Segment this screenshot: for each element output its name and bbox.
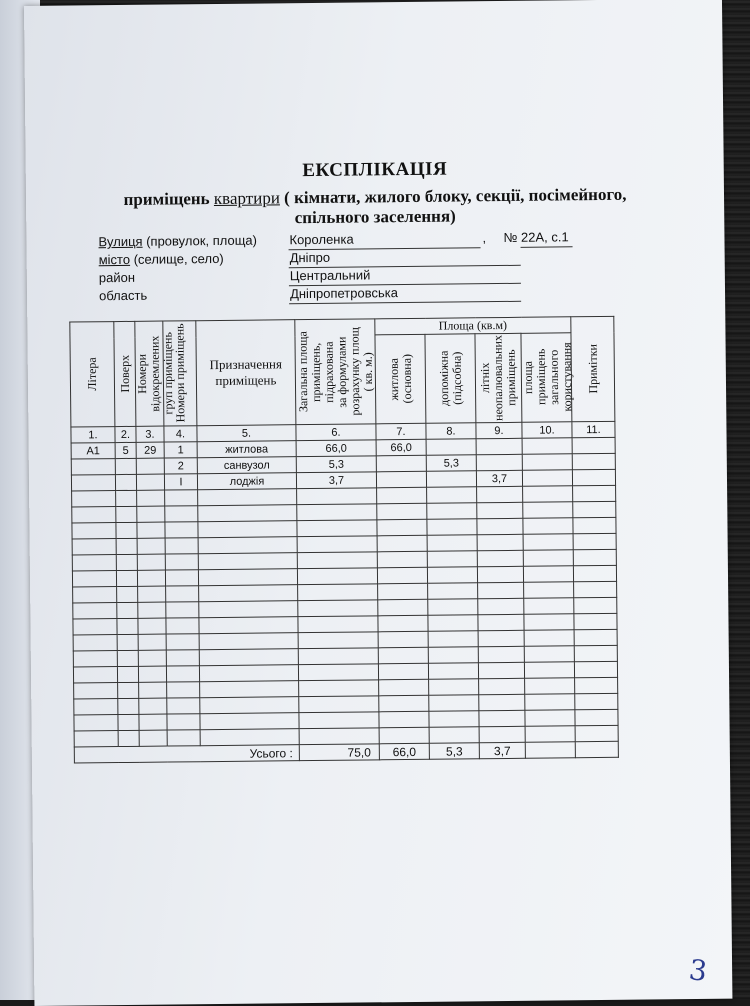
total-area-value: 75,0: [299, 744, 379, 761]
handwritten-page-number: 3: [687, 952, 710, 989]
empty-cell: [74, 731, 118, 747]
empty-cell: [167, 730, 200, 746]
empty-cell: [523, 518, 573, 535]
empty-cell: [72, 539, 116, 555]
empty-cell: [72, 491, 116, 507]
table-cell: [115, 474, 136, 490]
table-cell: 2: [164, 458, 197, 474]
city-value: Дніпро: [289, 249, 331, 266]
table-cell: 3,7: [476, 470, 522, 486]
empty-cell: [377, 567, 427, 584]
empty-cell: [574, 661, 617, 677]
column-number-cell: 6.: [296, 424, 376, 441]
column-number-cell: 2.: [115, 426, 136, 442]
empty-cell: [199, 585, 298, 602]
empty-cell: [429, 711, 479, 728]
empty-cell: [574, 613, 617, 629]
empty-cell: [573, 565, 616, 581]
empty-cell: [73, 651, 117, 667]
column-number-cell: 4.: [164, 426, 197, 442]
empty-cell: [378, 631, 428, 648]
empty-cell: [379, 727, 429, 744]
total-auxiliary-value: 5,3: [429, 743, 479, 760]
table-cell: [476, 438, 522, 454]
empty-cell: [524, 662, 574, 679]
column-number-cell: 5.: [197, 425, 296, 442]
empty-cell: [379, 711, 429, 728]
header-room-numbers: Номери приміщень: [163, 321, 197, 426]
empty-cell: [166, 666, 199, 682]
empty-cell: [525, 678, 575, 695]
empty-cell: [428, 615, 478, 632]
empty-cell: [73, 667, 117, 683]
document-title: ЕКСПЛІКАЦІЯ: [302, 158, 448, 182]
empty-cell: [118, 714, 139, 730]
empty-cell: [137, 554, 165, 570]
empty-cell: [200, 681, 299, 698]
total-common-value: [525, 742, 575, 759]
empty-cell: [73, 635, 117, 651]
empty-cell: [378, 583, 428, 600]
empty-cell: [137, 490, 165, 506]
empty-cell: [72, 571, 116, 587]
table-cell: [376, 455, 426, 472]
table-cell: [136, 474, 164, 490]
street-label: Вулиця (провулок, площа): [98, 232, 258, 250]
column-number-cell: 3.: [136, 426, 164, 442]
city-label: місто (селище, село): [98, 250, 224, 268]
empty-cell: [198, 569, 297, 586]
subtitle-underlined-word: квартири: [213, 188, 280, 209]
header-living: житлова (основна): [375, 334, 426, 424]
empty-cell: [116, 506, 137, 522]
empty-cell: [575, 693, 618, 709]
table-cell: [572, 453, 615, 469]
empty-cell: [118, 698, 139, 714]
empty-cell: [74, 699, 118, 715]
empty-cell: [73, 587, 117, 603]
empty-cell: [116, 570, 137, 586]
empty-cell: [138, 650, 166, 666]
empty-cell: [138, 618, 166, 634]
empty-cell: [575, 709, 618, 725]
empty-cell: [479, 694, 525, 710]
empty-cell: [477, 502, 523, 518]
column-number-cell: 10.: [522, 422, 572, 439]
column-number-cell: 9.: [476, 422, 522, 438]
empty-cell: [165, 554, 198, 570]
empty-cell: [118, 682, 139, 698]
empty-cell: [297, 520, 377, 537]
empty-cell: [298, 648, 378, 665]
empty-cell: [574, 629, 617, 645]
empty-cell: [139, 698, 167, 714]
district-label: район: [98, 269, 136, 286]
empty-cell: [198, 553, 297, 570]
empty-cell: [166, 602, 199, 618]
header-purpose: Призначення приміщень: [196, 320, 296, 426]
empty-cell: [166, 650, 199, 666]
table-cell: 66,0: [376, 439, 426, 456]
empty-cell: [72, 523, 116, 539]
empty-cell: [427, 519, 477, 536]
empty-cell: [116, 490, 137, 506]
empty-cell: [429, 727, 479, 744]
total-living-value: 66,0: [379, 743, 429, 760]
empty-cell: [524, 646, 574, 663]
empty-cell: [298, 664, 378, 681]
header-total-area: Загальна площа приміщень, підрахована за формулами розрахунку площ ( кв. м.): [295, 319, 376, 425]
empty-cell: [428, 599, 478, 616]
empty-cell: [118, 730, 139, 746]
empty-cell: [428, 583, 478, 600]
table-cell: [71, 459, 115, 475]
empty-cell: [477, 534, 523, 550]
empty-cell: [165, 490, 198, 506]
empty-cell: [297, 568, 377, 585]
table-body: [71, 421, 618, 763]
empty-cell: [379, 695, 429, 712]
total-label: Усього :: [74, 745, 299, 763]
empty-cell: [165, 538, 198, 554]
empty-cell: [378, 615, 428, 632]
empty-cell: [573, 501, 616, 517]
empty-cell: [479, 710, 525, 726]
empty-cell: [299, 712, 379, 729]
empty-cell: [523, 534, 573, 551]
empty-cell: [524, 614, 574, 631]
header-liter: Літера: [70, 322, 115, 427]
empty-cell: [479, 726, 525, 742]
empty-cell: [297, 504, 377, 521]
empty-cell: [199, 633, 298, 650]
table-cell: 66,0: [296, 440, 376, 457]
subtitle-part-2: ( кімнати, жилого блоку, секції, посімейного,: [284, 184, 627, 208]
empty-cell: [478, 598, 524, 614]
empty-cell: [525, 726, 575, 743]
table-cell: [522, 438, 572, 455]
table-cell: 5,3: [426, 455, 476, 472]
empty-cell: [73, 603, 117, 619]
empty-cell: [199, 665, 298, 682]
empty-cell: [198, 489, 297, 506]
header-summer: літніх неопалювальних приміщень: [475, 333, 522, 422]
empty-cell: [428, 663, 478, 680]
empty-cell: [199, 649, 298, 666]
empty-cell: [524, 582, 574, 599]
table-cell: [426, 471, 476, 488]
header-auxiliary: допоміжна (підсобна): [425, 334, 476, 424]
empty-cell: [523, 486, 573, 503]
empty-cell: [573, 517, 616, 533]
total-summer-value: 3,7: [479, 742, 525, 758]
empty-cell: [477, 518, 523, 534]
empty-cell: [573, 533, 616, 549]
district-value: Центральний: [289, 267, 371, 284]
empty-cell: [166, 586, 199, 602]
table-cell: 3,7: [296, 472, 376, 489]
region-line: [289, 301, 521, 304]
empty-cell: [477, 486, 523, 502]
empty-cell: [298, 632, 378, 649]
empty-cell: [378, 647, 428, 664]
empty-cell: [138, 586, 166, 602]
empty-cell: [427, 535, 477, 552]
empty-cell: [73, 619, 117, 635]
empty-cell: [299, 696, 379, 713]
empty-cell: [574, 645, 617, 661]
empty-cell: [298, 584, 378, 601]
empty-cell: [117, 586, 138, 602]
empty-cell: [478, 582, 524, 598]
header-area-group: Площа (кв.м): [375, 317, 571, 335]
empty-cell: [573, 549, 616, 565]
empty-cell: [139, 730, 167, 746]
empty-cell: [575, 725, 618, 741]
empty-cell: [525, 710, 575, 727]
table-cell: [572, 437, 615, 453]
empty-cell: [427, 503, 477, 520]
empty-cell: [117, 650, 138, 666]
table-cell: 5: [115, 442, 136, 458]
empty-cell: [138, 634, 166, 650]
table-cell: [136, 458, 164, 474]
empty-cell: [298, 600, 378, 617]
empty-cell: [377, 487, 427, 504]
empty-cell: [427, 487, 477, 504]
table-cell: [426, 439, 476, 456]
empty-cell: [478, 614, 524, 630]
empty-cell: [166, 618, 199, 634]
empty-cell: [524, 598, 574, 615]
empty-cell: [117, 618, 138, 634]
table-cell: [572, 469, 615, 485]
table-cell: [376, 471, 426, 488]
empty-cell: [117, 634, 138, 650]
street-value: Короленка: [289, 231, 354, 248]
empty-cell: [377, 519, 427, 536]
street-comma: ,: [482, 230, 487, 246]
empty-cell: [299, 680, 379, 697]
empty-cell: [523, 550, 573, 567]
header-group-numbers: Номери відокремлених груп приміщень: [135, 321, 164, 426]
column-number-cell: 11.: [572, 421, 615, 437]
empty-cell: [117, 602, 138, 618]
empty-cell: [427, 567, 477, 584]
table-cell: лоджія: [197, 473, 296, 490]
empty-cell: [165, 506, 198, 522]
empty-cell: [428, 647, 478, 664]
empty-cell: [72, 507, 116, 523]
empty-cell: [137, 522, 165, 538]
empty-cell: [523, 566, 573, 583]
empty-cell: [377, 503, 427, 520]
empty-cell: [298, 616, 378, 633]
empty-cell: [139, 714, 167, 730]
empty-cell: [523, 502, 573, 519]
empty-cell: [137, 570, 165, 586]
column-number-cell: 8.: [426, 423, 476, 440]
empty-cell: [297, 552, 377, 569]
empty-cell: [477, 566, 523, 582]
empty-cell: [165, 570, 198, 586]
empty-cell: [477, 550, 523, 566]
empty-cell: [116, 538, 137, 554]
empty-cell: [297, 488, 377, 505]
empty-cell: [167, 698, 200, 714]
empty-cell: [72, 555, 116, 571]
empty-cell: [74, 683, 118, 699]
explication-table: [69, 316, 619, 764]
empty-cell: [377, 551, 427, 568]
header-notes: Примітки: [571, 316, 615, 421]
table-cell: [71, 475, 115, 491]
empty-cell: [198, 505, 297, 522]
empty-cell: [138, 666, 166, 682]
empty-cell: [166, 634, 199, 650]
empty-cell: [478, 646, 524, 662]
empty-cell: [574, 597, 617, 613]
table-cell: 5,3: [296, 456, 376, 473]
table-cell: [522, 454, 572, 471]
table-cell: [115, 458, 136, 474]
empty-cell: [138, 602, 166, 618]
empty-cell: [377, 535, 427, 552]
empty-cell: [165, 522, 198, 538]
empty-cell: [116, 522, 137, 538]
total-notes-cell: [575, 741, 618, 757]
empty-cell: [525, 694, 575, 711]
table-cell: житлова: [197, 441, 296, 458]
empty-cell: [200, 713, 299, 730]
empty-cell: [573, 485, 616, 501]
empty-cell: [378, 663, 428, 680]
header-floor: Поверх: [114, 321, 136, 426]
table-cell: 29: [136, 442, 164, 458]
empty-cell: [299, 728, 379, 745]
empty-cell: [297, 536, 377, 553]
table-cell: А1: [71, 443, 115, 459]
document-subtitle-line2: спільного заселення): [294, 206, 456, 228]
empty-cell: [428, 631, 478, 648]
empty-cell: [429, 695, 479, 712]
empty-cell: [379, 679, 429, 696]
empty-cell: [478, 630, 524, 646]
empty-cell: [478, 662, 524, 678]
region-label: область: [98, 287, 148, 304]
empty-cell: [116, 554, 137, 570]
table-cell: санвузол: [197, 457, 296, 474]
empty-cell: [575, 677, 618, 693]
empty-cell: [198, 521, 297, 538]
empty-cell: [167, 714, 200, 730]
empty-cell: [479, 678, 525, 694]
header-common: площа приміщень загального користування: [521, 333, 572, 423]
empty-cell: [429, 679, 479, 696]
empty-cell: [167, 682, 200, 698]
empty-cell: [117, 666, 138, 682]
empty-cell: [200, 729, 299, 746]
column-number-cell: 7.: [376, 423, 426, 440]
house-number: № 22А, с.1: [503, 229, 569, 245]
empty-cell: [378, 599, 428, 616]
empty-cell: [137, 506, 165, 522]
empty-cell: [199, 617, 298, 634]
empty-cell: [524, 630, 574, 647]
empty-cell: [139, 682, 167, 698]
region-value: Дніпропетровська: [289, 285, 398, 302]
empty-cell: [137, 538, 165, 554]
document-page: [24, 0, 732, 1006]
table-cell: 1: [164, 442, 197, 458]
empty-cell: [199, 601, 298, 618]
table-cell: [476, 454, 522, 470]
house-line: [521, 246, 573, 248]
subtitle-part-1: приміщень: [123, 189, 210, 209]
table-cell: [522, 470, 572, 487]
empty-cell: [200, 697, 299, 714]
column-number-cell: 1.: [71, 427, 115, 443]
empty-cell: [198, 537, 297, 554]
table-cell: I: [164, 474, 197, 490]
empty-cell: [574, 581, 617, 597]
empty-cell: [427, 551, 477, 568]
empty-cell: [74, 715, 118, 731]
